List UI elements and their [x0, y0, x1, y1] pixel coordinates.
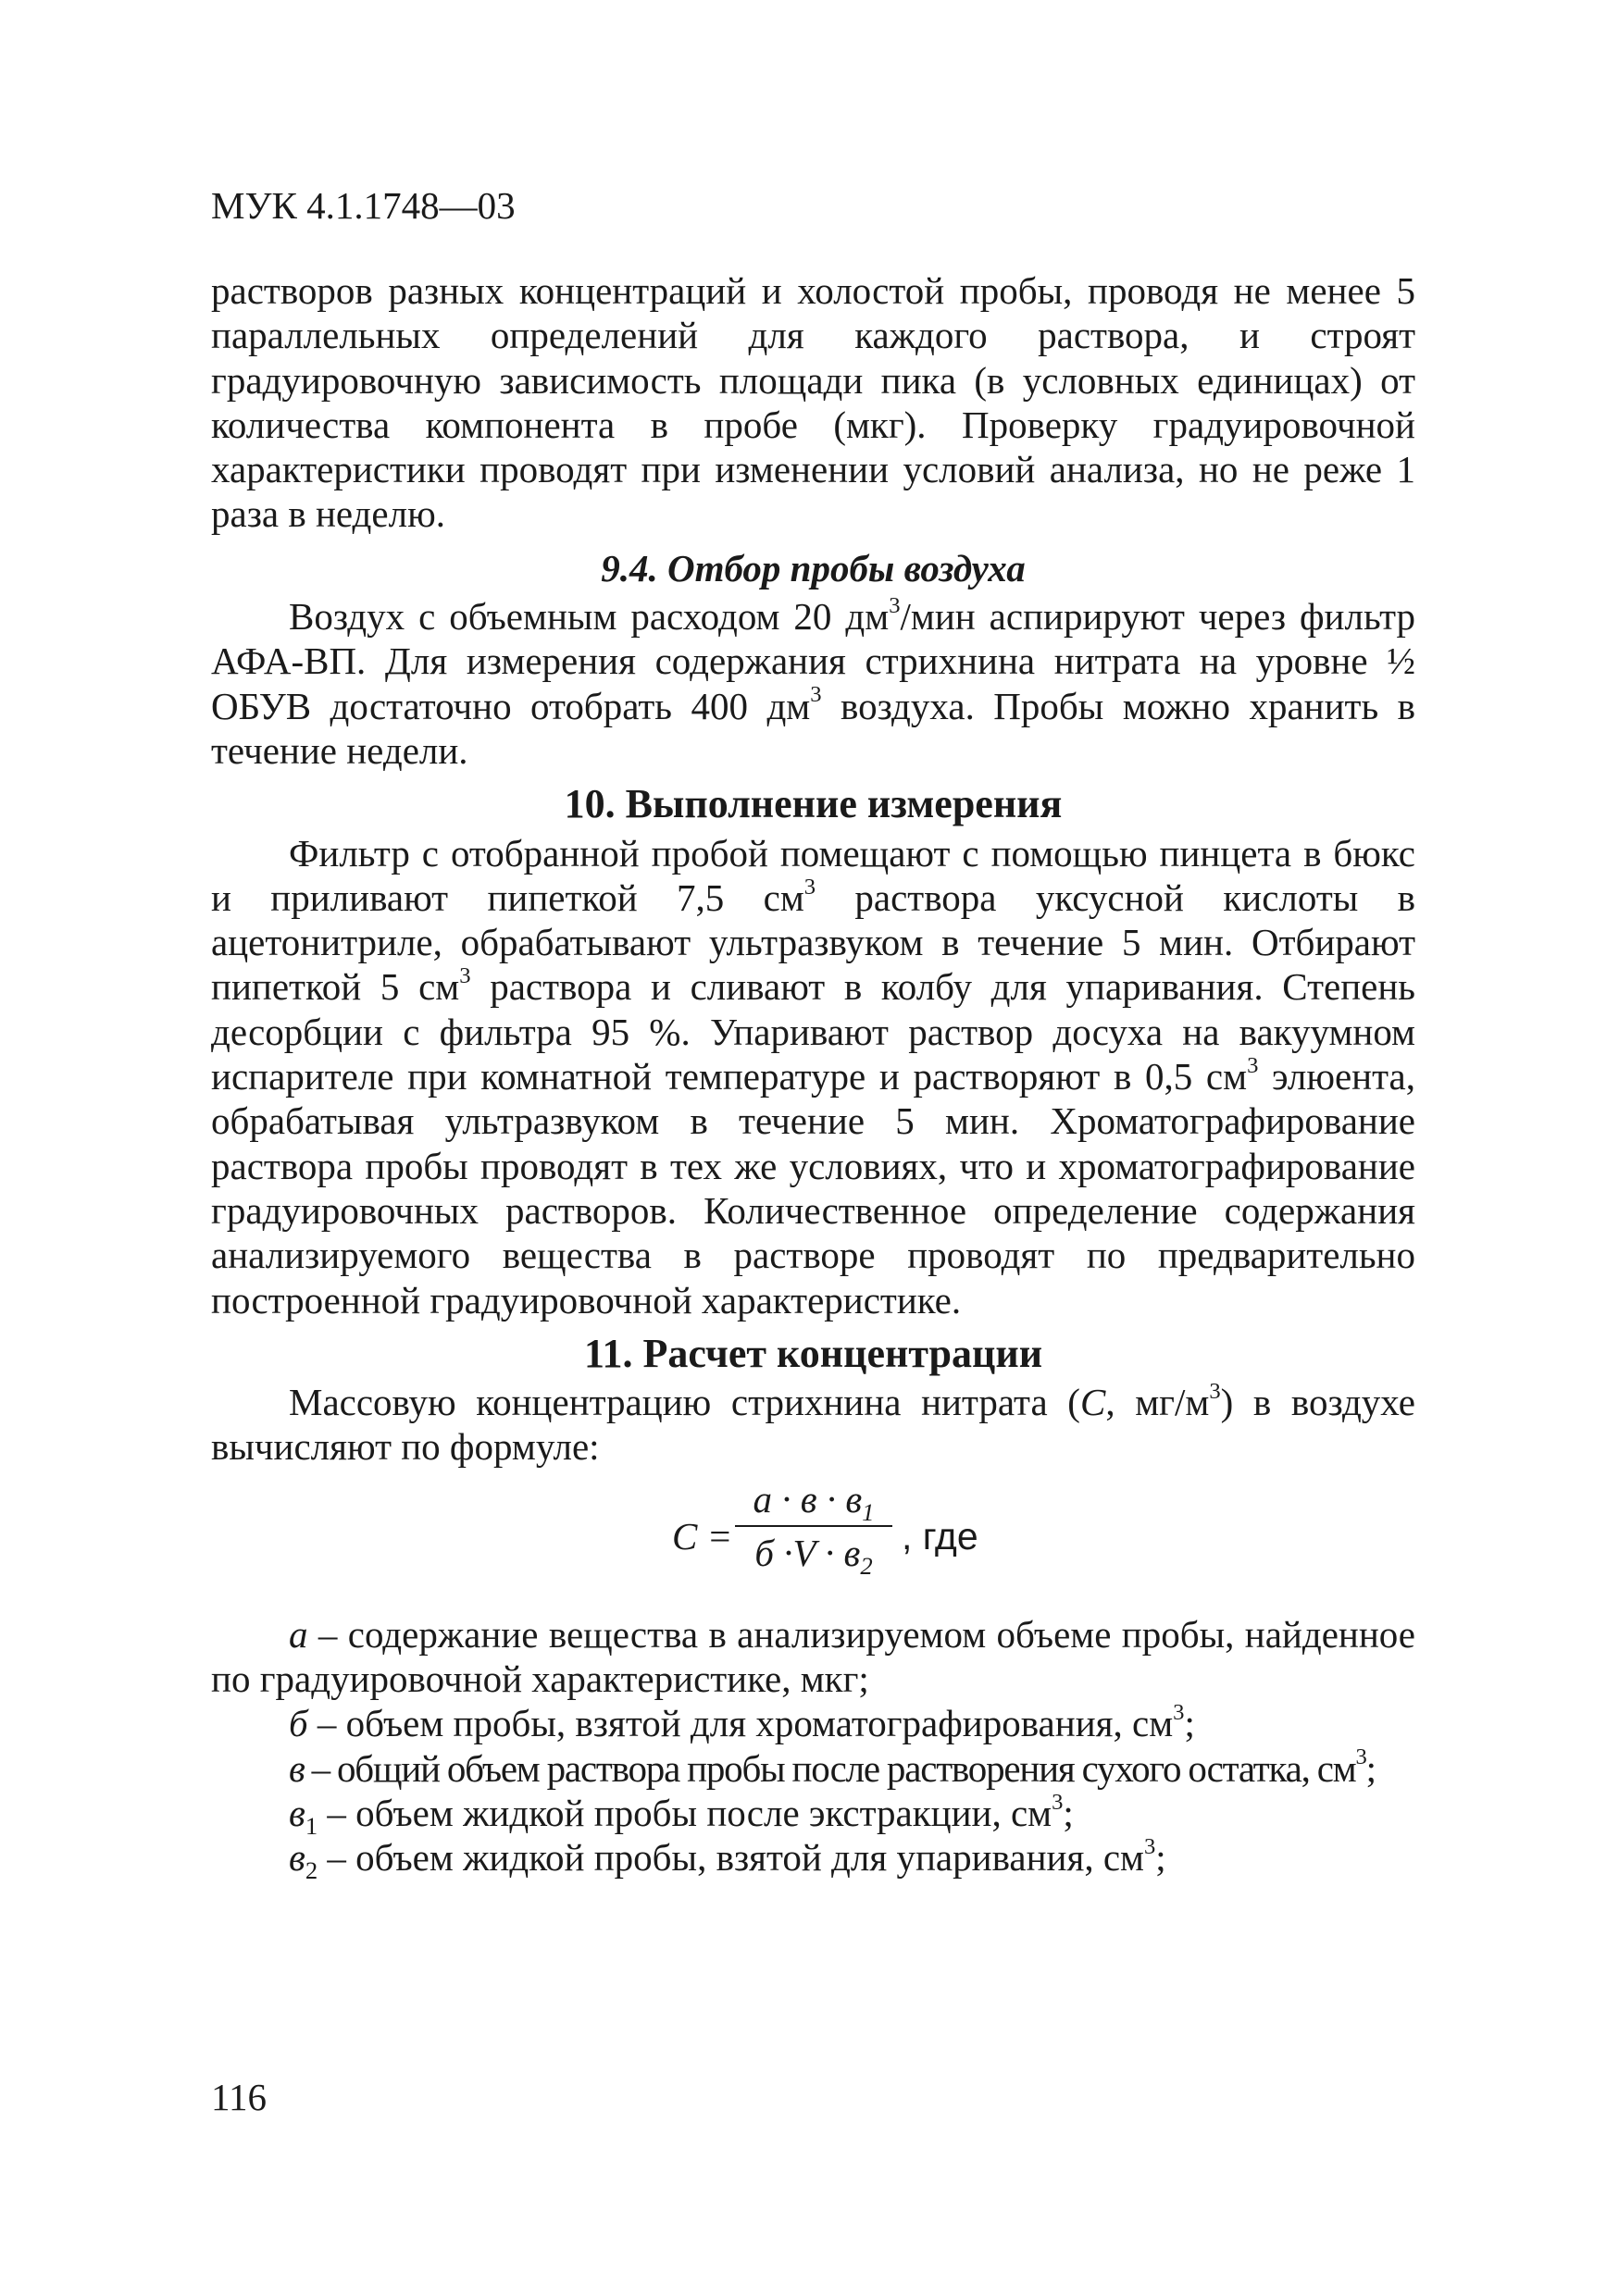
heading-section-11: 11. Расчет концентрации [583, 1330, 1043, 1376]
paragraph-calibration: растворов разных концентраций и холостой пробы, проводя не менее 5 параллельных определений для каждого раствора, и строят градуировочную зависимость площади пика (в условных единицах) от количества компонента в пробе (мкг). Проверку градуировочной характеристики проводят при изменении условий анализа, но не реже 1 раза в неделю. [211, 269, 1415, 536]
paragraph-air-sampling: Воздух с объемным расходом 20 $дм^3$/мин аспирируют через фильтр АФА-ВП. Для измерения содержания стрихнина нитрата на уровне ½ ОБУВ достаточно отобрать 400 $дм^3$ воздуха. Пробы можно хранить в течение недели. [211, 592, 1416, 772]
paragraph-measurement: Фильтр с отобранной пробой помещают с помощью пинцета в бюкс и приливают пипеткой 7,5 $см^3$ раствора уксусной кислоты в ацетонитриле, обрабатывают ультразвуком в течение 5 мин. Отбирают пипеткой 5 $см^3$ раствора и сливают в колбу для упаривания. Степень десорбции с фильтра 95 %. Упаривают раствор досуха на вакуумном испарителе при комнатной температуре и растворяют в 0,5 $см^3$ элюента, обрабатывая ультразвуком в течение 5 мин. Хроматографирование раствора пробы проводят в тех же условиях, что и хроматографирование градуировочных растворов. Количественное определение содержания анализируемого вещества в растворе проводят по предварительно построенной градуировочной характеристике. [211, 831, 1415, 1322]
formula-lhs: C = [672, 1514, 733, 1558]
definition-v2: $в_2$ – объем жидкой пробы, взятой для упаривания, $см^3$; [289, 1833, 1166, 1885]
heading-section-10: 10. Выполнение измерения [564, 781, 1063, 827]
paragraph-concentration-intro: Массовую концентрацию стрихнина нитрата (C, $мг/м^3$) в воздухе вычисляют по формуле: [211, 1378, 1415, 1469]
definition-v1: $в_1$ – объем жидкой пробы после экстракции, $см^3$; [289, 1789, 1074, 1841]
formula-denominator: $б \cdot V \cdot в_2$ [754, 1531, 873, 1580]
formula-fraction [735, 1475, 892, 1580]
concentration-formula [211, 1475, 1415, 1603]
running-head: МУК 4.1.1748—03 [211, 184, 516, 227]
definition-b: б – объем пробы, взятой для хроматографирования, $см^3$; [289, 1699, 1195, 1745]
page-number: 116 [211, 2076, 267, 2118]
page-body [211, 268, 1416, 1885]
formula-tail: , где [902, 1514, 978, 1558]
formula-numerator: $а \cdot в \cdot в_1$ [753, 1477, 875, 1526]
heading-9-4: 9.4. Отбор пробы воздуха [601, 546, 1026, 590]
definition-v: в – общий объем раствора пробы после растворения сухого остатка, $см^3$; [289, 1744, 1376, 1790]
definition-a: а – содержание вещества в анализируемом объеме пробы, найденное по градуировочной характеристике, мкг; [211, 1612, 1415, 1701]
